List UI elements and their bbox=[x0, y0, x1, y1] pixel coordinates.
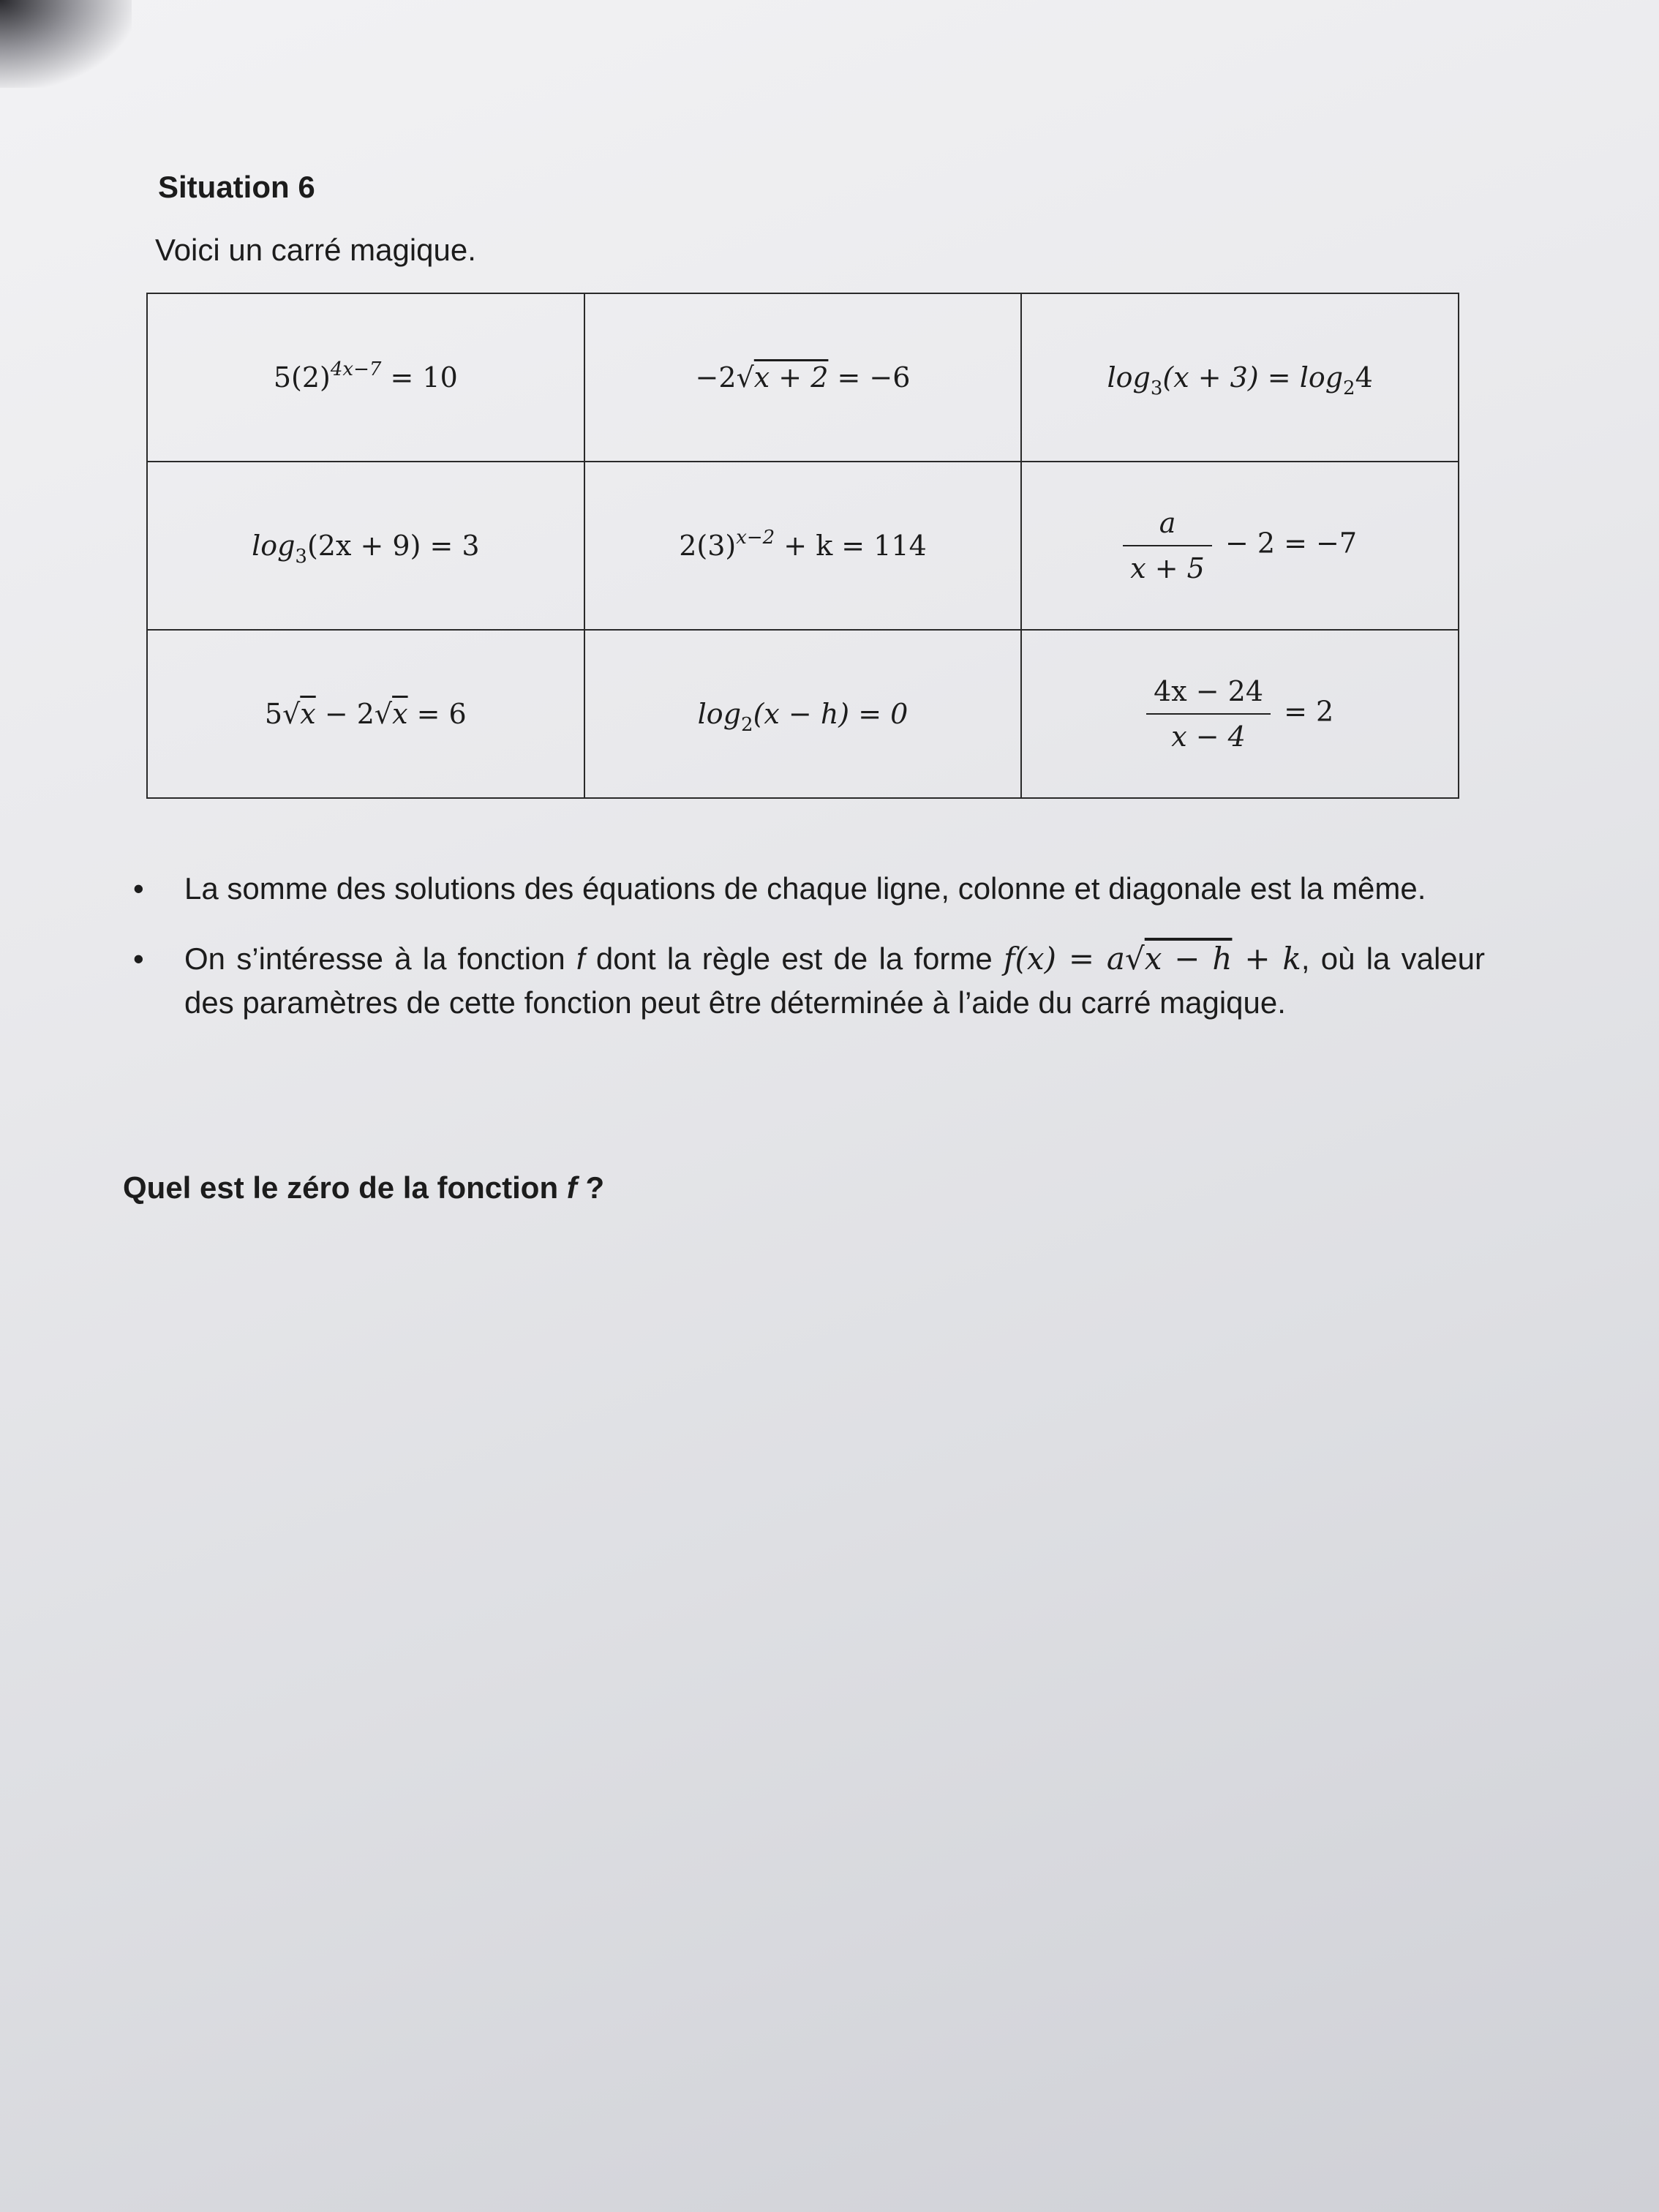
cell-r1c1: $5(2)^{4x-7} = 10$ bbox=[147, 293, 584, 462]
function-formula: f(x) = a√x − h + k bbox=[1003, 941, 1301, 977]
cell-r1c3: $\log_3(x + 3) = \log_24$ bbox=[1021, 293, 1459, 462]
magic-square-table bbox=[146, 293, 1459, 799]
bullet-icon: • bbox=[133, 941, 144, 976]
table-row bbox=[147, 293, 1459, 462]
page-title: Situation 6 bbox=[158, 170, 315, 204]
bullet-list bbox=[124, 867, 1485, 1051]
cell-r2c1: $\log_3(2x + 9) = 3$ bbox=[147, 462, 584, 630]
fraction: $\frac{4x - 24}{x - 4}$ bbox=[1146, 675, 1271, 753]
page-shadow bbox=[0, 0, 132, 88]
question-text: Quel est le zéro de la fonction f ? bbox=[123, 1170, 605, 1205]
bullet-item bbox=[124, 867, 1485, 911]
bullet-text: La somme des solutions des équations de chaque ligne, colonne et diagonale est la même. bbox=[184, 871, 1426, 906]
fraction: $\frac{a}{x + 5}$ bbox=[1123, 507, 1212, 584]
cell-r2c3: $\frac{a}{x + 5}$ − 2 = −7 bbox=[1021, 462, 1459, 630]
cell-r3c2: $\log_2(x - h) = 0$ bbox=[584, 630, 1022, 798]
intro-text: Voici un carré magique. bbox=[155, 233, 476, 267]
cell-r2c2: $2(3)^{x-2} + k = 114$ bbox=[584, 462, 1022, 630]
bullet-item: • On s’intéresse à la fonction f dont la règle est de la forme f(x) = a√x − h + k, où la valeur des paramètres de cette fonction peut être déterminée à l’aide du carré magique. bbox=[124, 937, 1485, 1025]
bullet-icon: • bbox=[133, 871, 144, 906]
cell-r3c1: 5√x − 2√x = 6 bbox=[147, 630, 584, 798]
table-row bbox=[147, 462, 1459, 630]
cell-r3c3: $\frac{4x - 24}{x - 4}$ = 2 bbox=[1021, 630, 1459, 798]
cell-r1c2: −2√x + 2 = −6 bbox=[584, 293, 1022, 462]
table-row bbox=[147, 630, 1459, 798]
